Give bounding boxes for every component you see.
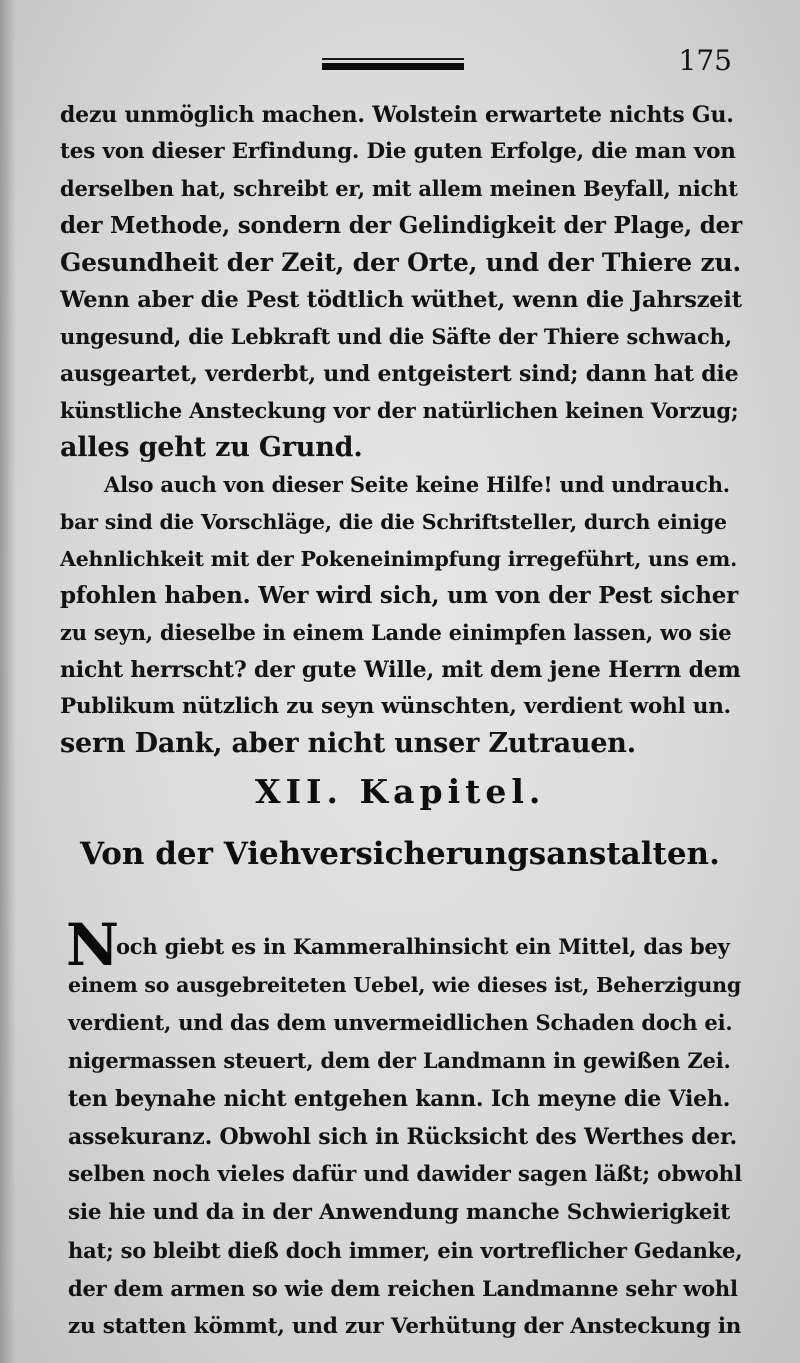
text-line: hat; so bleibt dieß doch immer, ein vortreflicher Gedanke, xyxy=(68,1238,743,1263)
text-line: sie hie und da in der Anwendung manche Schwierigkeit xyxy=(68,1200,730,1225)
text-line: zu seyn, dieselbe in einem Lande einimpfen lassen, wo sie xyxy=(60,620,732,645)
text-line: pfohlen haben. Wer wird sich, um von der Pest sicher xyxy=(60,582,739,609)
chapter-number: XII. Kapitel. xyxy=(255,772,546,811)
text-line: tes von dieser Erfindung. Die guten Erfolge, die man von xyxy=(60,139,736,164)
text-line: alles geht zu Grund. xyxy=(60,432,363,463)
text-line: Aehnlichkeit mit der Pokeneinimpfung irregeführt, uns em. xyxy=(60,547,738,571)
chapter-title: Von der Viehversicherungsanstalten. xyxy=(80,836,720,872)
page-edge-shadow xyxy=(0,0,16,1363)
text-line: selben noch vieles dafür und dawider sagen läßt; obwohl xyxy=(68,1162,743,1187)
text-line: Gesundheit der Zeit, der Orte, und der Thiere zu. xyxy=(60,248,741,277)
text-line: nigermassen steuert, dem der Landmann in gewißen Zei. xyxy=(68,1048,731,1073)
text-line: ten beynahe nicht entgehen kann. Ich meyne die Vieh. xyxy=(68,1086,731,1112)
text-line: Publikum nützlich zu seyn wünschten, verdient wohl un. xyxy=(60,694,731,719)
text-line: assekuranz. Obwohl sich in Rücksicht des Werthes der. xyxy=(68,1124,737,1150)
text-line: bar sind die Vorschläge, die die Schriftsteller, durch einige xyxy=(60,510,727,534)
text-line: verdient, und das dem unvermeidlichen Schaden doch ei. xyxy=(68,1010,733,1035)
text-line: Also auch von dieser Seite keine Hilfe! und undrauch. xyxy=(104,472,730,497)
text-line: der dem armen so wie dem reichen Landmanne sehr wohl xyxy=(68,1276,738,1301)
text-line: derselben hat, schreibt er, mit allem meinen Beyfall, nicht xyxy=(60,176,738,201)
text-line: künstliche Ansteckung vor der natürlichen keinen Vorzug; xyxy=(60,398,739,423)
text-line: sern Dank, aber nicht unser Zutrauen. xyxy=(60,728,636,759)
text-line: ausgeartet, verderbt, und entgeistert sind; dann hat die xyxy=(60,361,739,387)
text-line: einem so ausgebreiteten Uebel, wie dieses ist, Beherzigung xyxy=(68,973,741,997)
text-line: ungesund, die Lebkraft und die Säfte der Thiere schwach, xyxy=(60,324,732,349)
text-line: nicht herrscht? der gute Wille, mit dem jene Herrn dem xyxy=(60,657,741,683)
text-line: zu statten kömmt, und zur Verhütung der Ansteckung in xyxy=(68,1314,742,1339)
text-line: der Methode, sondern der Gelindigkeit der Plage, der xyxy=(60,212,743,239)
drop-cap: N xyxy=(66,911,120,979)
text-line: Wenn aber die Pest tödtlich wüthet, wenn die Jahrszeit xyxy=(60,287,742,313)
text-line: dezu unmöglich machen. Wolstein erwartete nichts Gu. xyxy=(60,102,734,128)
page-number: 175 xyxy=(678,44,732,77)
header-rule xyxy=(322,58,464,70)
text-line: och giebt es in Kammeralhinsicht ein Mittel, das bey xyxy=(116,934,730,959)
